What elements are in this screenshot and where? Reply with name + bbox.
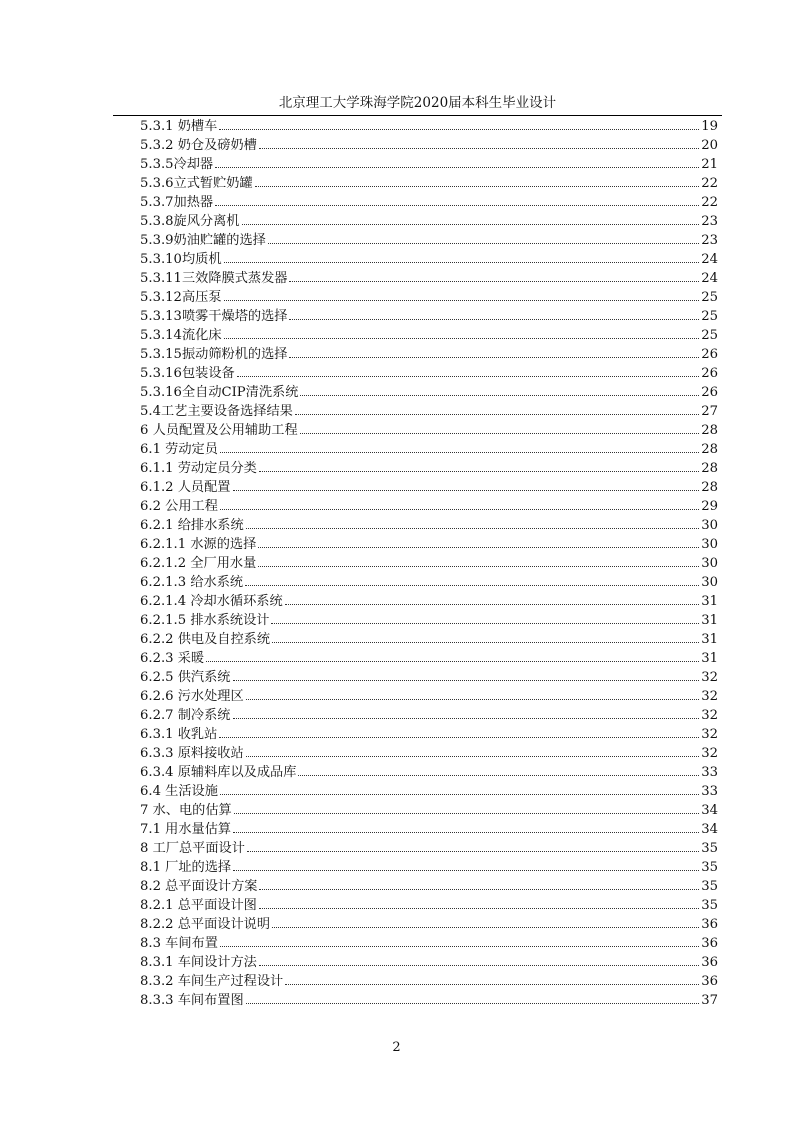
- toc-entry-page: 32: [701, 670, 718, 685]
- dot-leader: [268, 230, 699, 244]
- toc-entry-page: 29: [701, 499, 718, 514]
- toc-entry-page: 30: [701, 556, 718, 571]
- dot-leader: [242, 211, 700, 225]
- toc-entry-title: 6.3.3 原料接收站: [140, 746, 244, 761]
- toc-entry-page: 35: [701, 860, 718, 875]
- toc-entry-page: 31: [701, 632, 718, 647]
- toc-entry-page: 32: [701, 727, 718, 742]
- toc-entry-title: 5.3.5冷却器: [140, 157, 214, 172]
- dot-leader: [300, 420, 700, 434]
- toc-entry-page: 25: [701, 309, 718, 324]
- toc-entry[interactable]: [140, 192, 718, 211]
- toc-entry[interactable]: [140, 629, 718, 648]
- toc-entry-title: 5.3.11三效降膜式蒸发器: [140, 271, 288, 286]
- toc-entry-title: 8.2 总平面设计方案: [140, 879, 258, 894]
- toc-entry-title: 6.1.1 劳动定员分类: [140, 461, 257, 476]
- toc-entry[interactable]: [140, 363, 718, 382]
- toc-entry-title: 6.2.1.4 冷却水循环系统: [140, 594, 283, 609]
- toc-entry-title: 6.2.2 供电及自控系统: [140, 632, 271, 647]
- dot-leader: [246, 990, 700, 1004]
- toc-entry[interactable]: [140, 819, 718, 838]
- toc-entry-title: 8.1 厂址的选择: [140, 860, 232, 875]
- toc-entry-title: 8.3.1 车间设计方法: [140, 955, 257, 970]
- toc-entry-title: 6.2 公用工程: [140, 499, 218, 514]
- toc-entry-page: 36: [701, 917, 718, 932]
- dot-leader: [219, 116, 699, 130]
- toc-entry[interactable]: [140, 781, 718, 800]
- dot-leader: [258, 534, 699, 548]
- dot-leader: [272, 629, 699, 643]
- toc-entry-page: 23: [701, 233, 718, 248]
- toc-entry[interactable]: [140, 933, 718, 952]
- dot-leader: [220, 781, 699, 795]
- toc-entry-title: 5.3.16包装设备: [140, 366, 235, 381]
- toc-entry-page: 31: [701, 594, 718, 609]
- toc-entry[interactable]: [140, 249, 718, 268]
- dot-leader: [247, 838, 699, 852]
- toc-entry[interactable]: [140, 401, 718, 420]
- toc-entry-title: 6.1 劳动定员: [140, 442, 218, 457]
- dot-leader: [259, 458, 699, 472]
- toc-entry[interactable]: [140, 173, 718, 192]
- toc-entry-page: 22: [701, 195, 718, 210]
- toc-entry-page: 27: [701, 404, 718, 419]
- toc-entry-page: 26: [701, 347, 718, 362]
- dot-leader: [285, 591, 700, 605]
- toc-entry[interactable]: [140, 154, 718, 173]
- toc-entry-title: 7.1 用水量估算: [140, 822, 232, 837]
- toc-entry-title: 5.3.12高压泵: [140, 290, 222, 305]
- toc-entry-page: 25: [701, 328, 718, 343]
- toc-entry-title: 6.2.1.5 排水系统设计: [140, 613, 270, 628]
- dot-leader: [272, 914, 699, 928]
- page-header-title: 北京理工大学珠海学院2020届本科生毕业设计: [278, 95, 557, 111]
- toc-entry-title: 8.2.2 总平面设计说明: [140, 917, 271, 932]
- toc-entry[interactable]: [140, 382, 718, 401]
- toc-entry-page: 32: [701, 689, 718, 704]
- toc-entry-title: 6.1.2 人员配置: [140, 480, 231, 495]
- toc-entry-title: 5.3.15振动筛粉机的选择: [140, 347, 288, 362]
- dot-leader: [234, 800, 700, 814]
- toc-entry[interactable]: [140, 762, 718, 781]
- dot-leader: [285, 971, 699, 985]
- toc-entry[interactable]: [140, 800, 718, 819]
- toc-entry-title: 6.2.1.3 给水系统: [140, 575, 244, 590]
- toc-entry-page: 33: [701, 765, 718, 780]
- toc-entry-page: 22: [701, 176, 718, 191]
- toc-entry[interactable]: [140, 515, 718, 534]
- toc-entry[interactable]: [140, 325, 718, 344]
- toc-entry[interactable]: [140, 211, 718, 230]
- toc-entry-page: 28: [701, 442, 718, 457]
- dot-leader: [220, 496, 699, 510]
- toc-entry-page: 28: [701, 423, 718, 438]
- toc-entry-page: 30: [701, 537, 718, 552]
- toc-entry-title: 6.3.4 原辅料库以及成品库: [140, 765, 297, 780]
- toc-entry-page: 34: [701, 803, 718, 818]
- dot-leader: [271, 610, 699, 624]
- toc-entry-title: 5.3.7加热器: [140, 195, 214, 210]
- toc-entry-page: 37: [701, 993, 718, 1008]
- toc-entry-page: 30: [701, 518, 718, 533]
- dot-leader: [215, 154, 699, 168]
- toc-entry-page: 35: [701, 841, 718, 856]
- toc-entry[interactable]: [140, 610, 718, 629]
- toc-entry-page: 24: [701, 271, 718, 286]
- dot-leader: [233, 667, 700, 681]
- toc-entry-title: 6 人员配置及公用辅助工程: [140, 423, 298, 438]
- toc-entry-title: 5.3.9奶油贮罐的选择: [140, 233, 266, 248]
- toc-entry[interactable]: [140, 344, 718, 363]
- dot-leader: [298, 762, 699, 776]
- toc-entry[interactable]: [140, 971, 718, 990]
- toc-entry-page: 30: [701, 575, 718, 590]
- dot-leader: [206, 648, 699, 662]
- toc-entry[interactable]: [140, 857, 718, 876]
- toc-entry-title: 6.4 生活设施: [140, 784, 218, 799]
- toc-entry[interactable]: [140, 458, 718, 477]
- toc-entry-title: 5.3.10均质机: [140, 252, 222, 267]
- dot-leader: [246, 686, 700, 700]
- dot-leader: [219, 724, 699, 738]
- dot-leader: [295, 401, 699, 415]
- toc-entry-title: 5.3.13喷雾干燥塔的选择: [140, 309, 288, 324]
- toc-entry-page: 26: [701, 385, 718, 400]
- toc-entry-page: 19: [701, 119, 718, 134]
- dot-leader: [233, 819, 699, 833]
- toc-entry[interactable]: [140, 268, 718, 287]
- toc-entry-title: 6.2.6 污水处理区: [140, 689, 244, 704]
- dot-leader: [259, 876, 699, 890]
- toc-entry[interactable]: [140, 553, 718, 572]
- toc-entry-page: 36: [701, 974, 718, 989]
- dot-leader: [233, 705, 700, 719]
- toc-entry[interactable]: [140, 876, 718, 895]
- toc-entry[interactable]: [140, 895, 718, 914]
- toc-entry-title: 6.2.1.1 水源的选择: [140, 537, 257, 552]
- toc-entry-title: 5.3.16全自动CIP清洗系统: [140, 385, 299, 400]
- toc-entry-title: 8.3.3 车间布置图: [140, 993, 244, 1008]
- dot-leader: [255, 173, 700, 187]
- toc-entry-title: 8.2.1 总平面设计图: [140, 898, 257, 913]
- dot-leader: [233, 477, 700, 491]
- toc-entry[interactable]: [140, 116, 718, 135]
- dot-leader: [289, 344, 699, 358]
- toc-entry-title: 5.3.1 奶槽车: [140, 119, 218, 134]
- toc-entry-page: 33: [701, 784, 718, 799]
- toc-entry-title: 5.3.6立式暂贮奶罐: [140, 176, 253, 191]
- dot-leader: [246, 743, 700, 757]
- toc-entry-title: 6.2.1.2 全厂用水量: [140, 556, 257, 571]
- toc-entry-title: 5.4工艺主要设备选择结果: [140, 404, 293, 419]
- toc-entry-page: 32: [701, 708, 718, 723]
- dot-leader: [233, 857, 699, 871]
- toc-entry-page: 36: [701, 936, 718, 951]
- dot-leader: [300, 382, 699, 396]
- toc-entry-title: 6.2.3 采暖: [140, 651, 205, 666]
- toc-entry-page: 20: [701, 138, 718, 153]
- toc-entry-page: 32: [701, 746, 718, 761]
- toc-entry-page: 35: [701, 879, 718, 894]
- toc-entry[interactable]: [140, 838, 718, 857]
- toc-entry[interactable]: [140, 648, 718, 667]
- toc-entry[interactable]: [140, 287, 718, 306]
- toc-entry-page: 24: [701, 252, 718, 267]
- dot-leader: [289, 268, 699, 282]
- dot-leader: [258, 553, 699, 567]
- toc-entry-title: 6.3.1 收乳站: [140, 727, 218, 742]
- dot-leader: [224, 249, 700, 263]
- toc-entry-title: 8.3 车间布置: [140, 936, 218, 951]
- toc-entry[interactable]: [140, 743, 718, 762]
- toc-entry[interactable]: [140, 952, 718, 971]
- table-of-contents: [140, 116, 718, 1009]
- dot-leader: [215, 192, 699, 206]
- toc-entry-page: 25: [701, 290, 718, 305]
- dot-leader: [220, 439, 699, 453]
- toc-entry-page: 28: [701, 480, 718, 495]
- dot-leader: [246, 515, 700, 529]
- toc-entry[interactable]: [140, 724, 718, 743]
- toc-entry-page: 35: [701, 898, 718, 913]
- toc-entry-title: 8 工厂总平面设计: [140, 841, 245, 856]
- toc-entry-page: 34: [701, 822, 718, 837]
- toc-entry[interactable]: [140, 135, 718, 154]
- dot-leader: [259, 135, 699, 149]
- toc-entry[interactable]: [140, 306, 718, 325]
- toc-entry-title: 7 水、电的估算: [140, 803, 232, 818]
- toc-entry[interactable]: [140, 591, 718, 610]
- dot-leader: [220, 933, 699, 947]
- toc-entry-page: 26: [701, 366, 718, 381]
- toc-entry[interactable]: [140, 686, 718, 705]
- toc-entry[interactable]: [140, 990, 718, 1009]
- dot-leader: [224, 325, 700, 339]
- dot-leader: [289, 306, 699, 320]
- toc-entry-title: 6.2.5 供汽系统: [140, 670, 231, 685]
- dot-leader: [224, 287, 700, 301]
- toc-entry[interactable]: [140, 496, 718, 515]
- toc-entry[interactable]: [140, 439, 718, 458]
- toc-entry-title: 6.2.1 给排水系统: [140, 518, 244, 533]
- dot-leader: [245, 572, 699, 586]
- toc-entry-title: 8.3.2 车间生产过程设计: [140, 974, 284, 989]
- toc-entry[interactable]: [140, 914, 718, 933]
- toc-entry[interactable]: [140, 420, 718, 439]
- toc-entry[interactable]: [140, 534, 718, 553]
- dot-leader: [259, 952, 699, 966]
- toc-entry-page: 21: [701, 157, 718, 172]
- toc-entry-page: 28: [701, 461, 718, 476]
- toc-entry-title: 5.3.2 奶仓及磅奶槽: [140, 138, 257, 153]
- toc-entry-title: 6.2.7 制冷系统: [140, 708, 231, 723]
- dot-leader: [259, 895, 699, 909]
- toc-entry[interactable]: [140, 667, 718, 686]
- toc-entry[interactable]: [140, 572, 718, 591]
- toc-entry-page: 36: [701, 955, 718, 970]
- footer-page-number: 2: [392, 1040, 401, 1055]
- toc-entry-title: 5.3.8旋风分离机: [140, 214, 240, 229]
- toc-entry[interactable]: [140, 477, 718, 496]
- dot-leader: [237, 363, 700, 377]
- toc-entry-page: 23: [701, 214, 718, 229]
- toc-entry-title: 5.3.14流化床: [140, 328, 222, 343]
- toc-entry[interactable]: [140, 230, 718, 249]
- toc-entry-page: 31: [701, 613, 718, 628]
- toc-entry-page: 31: [701, 651, 718, 666]
- toc-entry[interactable]: [140, 705, 718, 724]
